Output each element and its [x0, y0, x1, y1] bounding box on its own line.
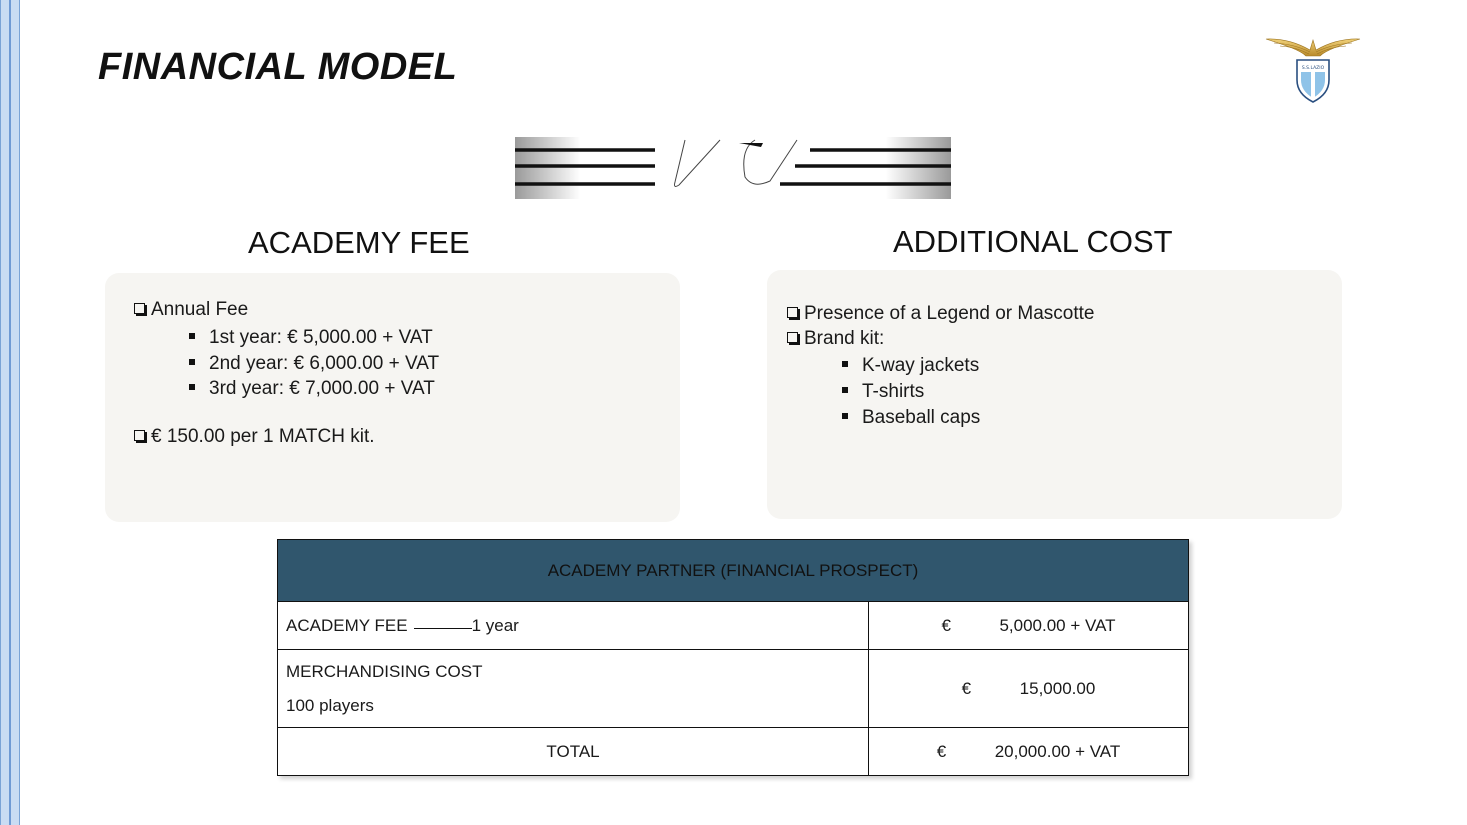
list-item: € 150.00 per 1 MATCH kit.	[134, 426, 375, 448]
left-edge-line	[9, 0, 11, 825]
table-row	[278, 650, 1189, 728]
square-bullet-icon	[189, 359, 195, 365]
square-bullet-icon	[842, 361, 848, 367]
table-cell-value: € 5,000.00 + VAT	[869, 602, 1189, 650]
financial-prospect-table	[277, 539, 1189, 776]
sub-list-item: K-way jackets	[842, 355, 979, 377]
table-row	[278, 602, 1189, 650]
decorative-stripe-graphic	[515, 137, 951, 199]
left-edge-bar	[0, 0, 20, 825]
logo-text: S.S.LAZIO	[1301, 66, 1325, 71]
table-cell-description: ACADEMY FEE 1 year	[278, 602, 869, 650]
square-bullet-icon	[189, 384, 195, 390]
sub-list-item: T-shirts	[842, 381, 924, 403]
list-item: Presence of a Legend or Mascotte	[787, 303, 1094, 325]
blank-line	[414, 628, 472, 629]
table-row-total	[278, 728, 1189, 776]
square-bullet-icon	[842, 413, 848, 419]
list-item: Annual Fee	[134, 299, 248, 321]
additional-cost-heading: ADDITIONAL COST	[893, 224, 1173, 259]
sub-list-item: 1st year: € 5,000.00 + VAT	[189, 327, 433, 349]
table-cell-value: € 15,000.00	[869, 650, 1189, 728]
sub-list-item: 3rd year: € 7,000.00 + VAT	[189, 378, 435, 400]
square-bullet-icon	[189, 333, 195, 339]
square-bullet-icon	[842, 387, 848, 393]
checkbox-bullet-icon	[134, 430, 145, 441]
list-item: Brand kit:	[787, 328, 884, 350]
table-cell-total-label: TOTAL	[278, 728, 869, 776]
lazio-eagle-logo	[1264, 36, 1362, 104]
sub-list-item: 2nd year: € 6,000.00 + VAT	[189, 353, 439, 375]
table-cell-description: MERCHANDISING COST 100 players	[278, 650, 869, 728]
sub-list-item: Baseball caps	[842, 407, 980, 429]
checkbox-bullet-icon	[787, 332, 798, 343]
checkbox-bullet-icon	[787, 307, 798, 318]
checkbox-bullet-icon	[134, 303, 145, 314]
slide-title: FINANCIAL MODEL	[98, 46, 458, 88]
academy-fee-heading: ACADEMY FEE	[248, 225, 470, 260]
table-cell-value: € 20,000.00 + VAT	[869, 728, 1189, 776]
table-header: ACADEMY PARTNER (FINANCIAL PROSPECT)	[278, 540, 1189, 602]
